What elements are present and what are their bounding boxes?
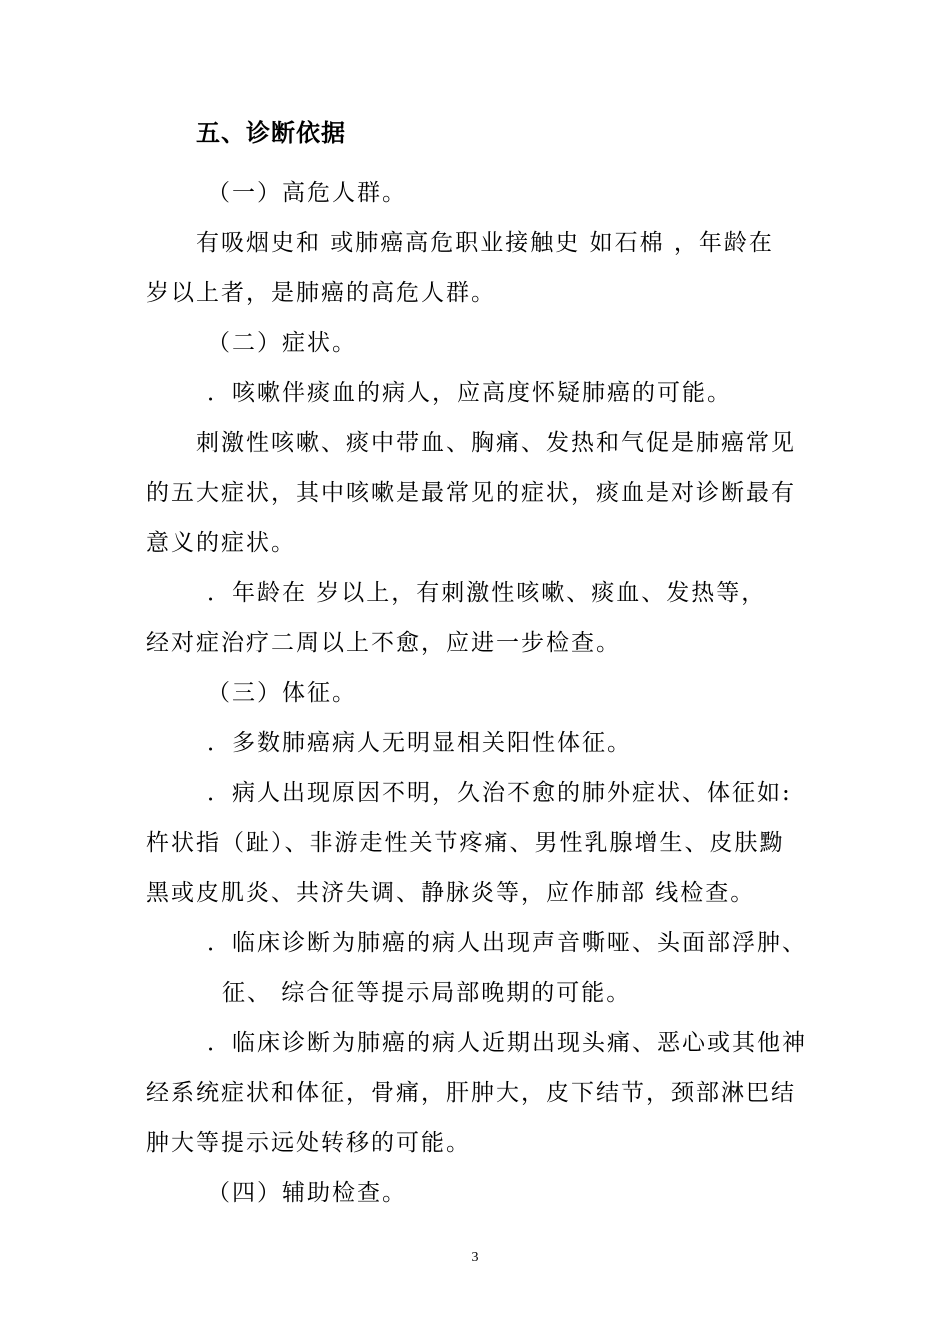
list-item: ．多数肺癌病人无明显相关阳性体征。 (207, 730, 632, 756)
paragraph-line: 黑或皮肌炎、共济失调、静脉炎等，应作肺部 线检查。 (146, 880, 756, 906)
paragraph-line: 杵状指（趾）、非游走性关节疼痛、男性乳腺增生、皮肤黝 (146, 830, 785, 856)
paragraph-line: 经系统症状和体征，骨痛，肝肿大，皮下结节，颈部淋巴结 (146, 1080, 796, 1106)
paragraph-line: 经对症治疗二周以上不愈，应进一步检查。 (146, 630, 621, 656)
paragraph-line: 刺激性咳嗽、痰中带血、胸痛、发热和气促是肺癌常见 (196, 430, 796, 456)
list-item: ．年龄在 岁以上，有刺激性咳嗽、痰血、发热等， (207, 580, 767, 606)
list-item: ．临床诊断为肺癌的病人出现声音嘶哑、头面部浮肿、 (207, 930, 807, 956)
list-item: ．咳嗽伴痰血的病人，应高度怀疑肺癌的可能。 (207, 380, 732, 406)
list-item: ．临床诊断为肺癌的病人近期出现头痛、恶心或其他神 (207, 1030, 807, 1056)
paragraph-line: 意义的症状。 (146, 530, 296, 556)
subsection-heading-symptoms: （二）症状。 (207, 330, 357, 356)
paragraph-line: 有吸烟史和 或肺癌高危职业接触史 如石棉 ，年龄在 (196, 230, 774, 256)
subsection-heading-signs: （三）体征。 (207, 680, 357, 706)
page-number: 3 (471, 1250, 479, 1265)
paragraph-line: 的五大症状，其中咳嗽是最常见的症状，痰血是对诊断最有 (146, 480, 796, 506)
section-title: 五、诊断依据 (196, 119, 346, 147)
list-item: ．病人出现原因不明，久治不愈的肺外症状、体征如: (207, 780, 792, 806)
paragraph-line: 肿大等提示远处转移的可能。 (146, 1130, 471, 1156)
subsection-heading-auxiliary-exams: （四）辅助检查。 (207, 1180, 407, 1206)
subsection-heading-high-risk: （一）高危人群。 (207, 180, 407, 206)
paragraph-line: 岁以上者，是肺癌的高危人群。 (146, 280, 496, 306)
paragraph-line: 征、 综合征等提示局部晚期的可能。 (222, 980, 632, 1006)
